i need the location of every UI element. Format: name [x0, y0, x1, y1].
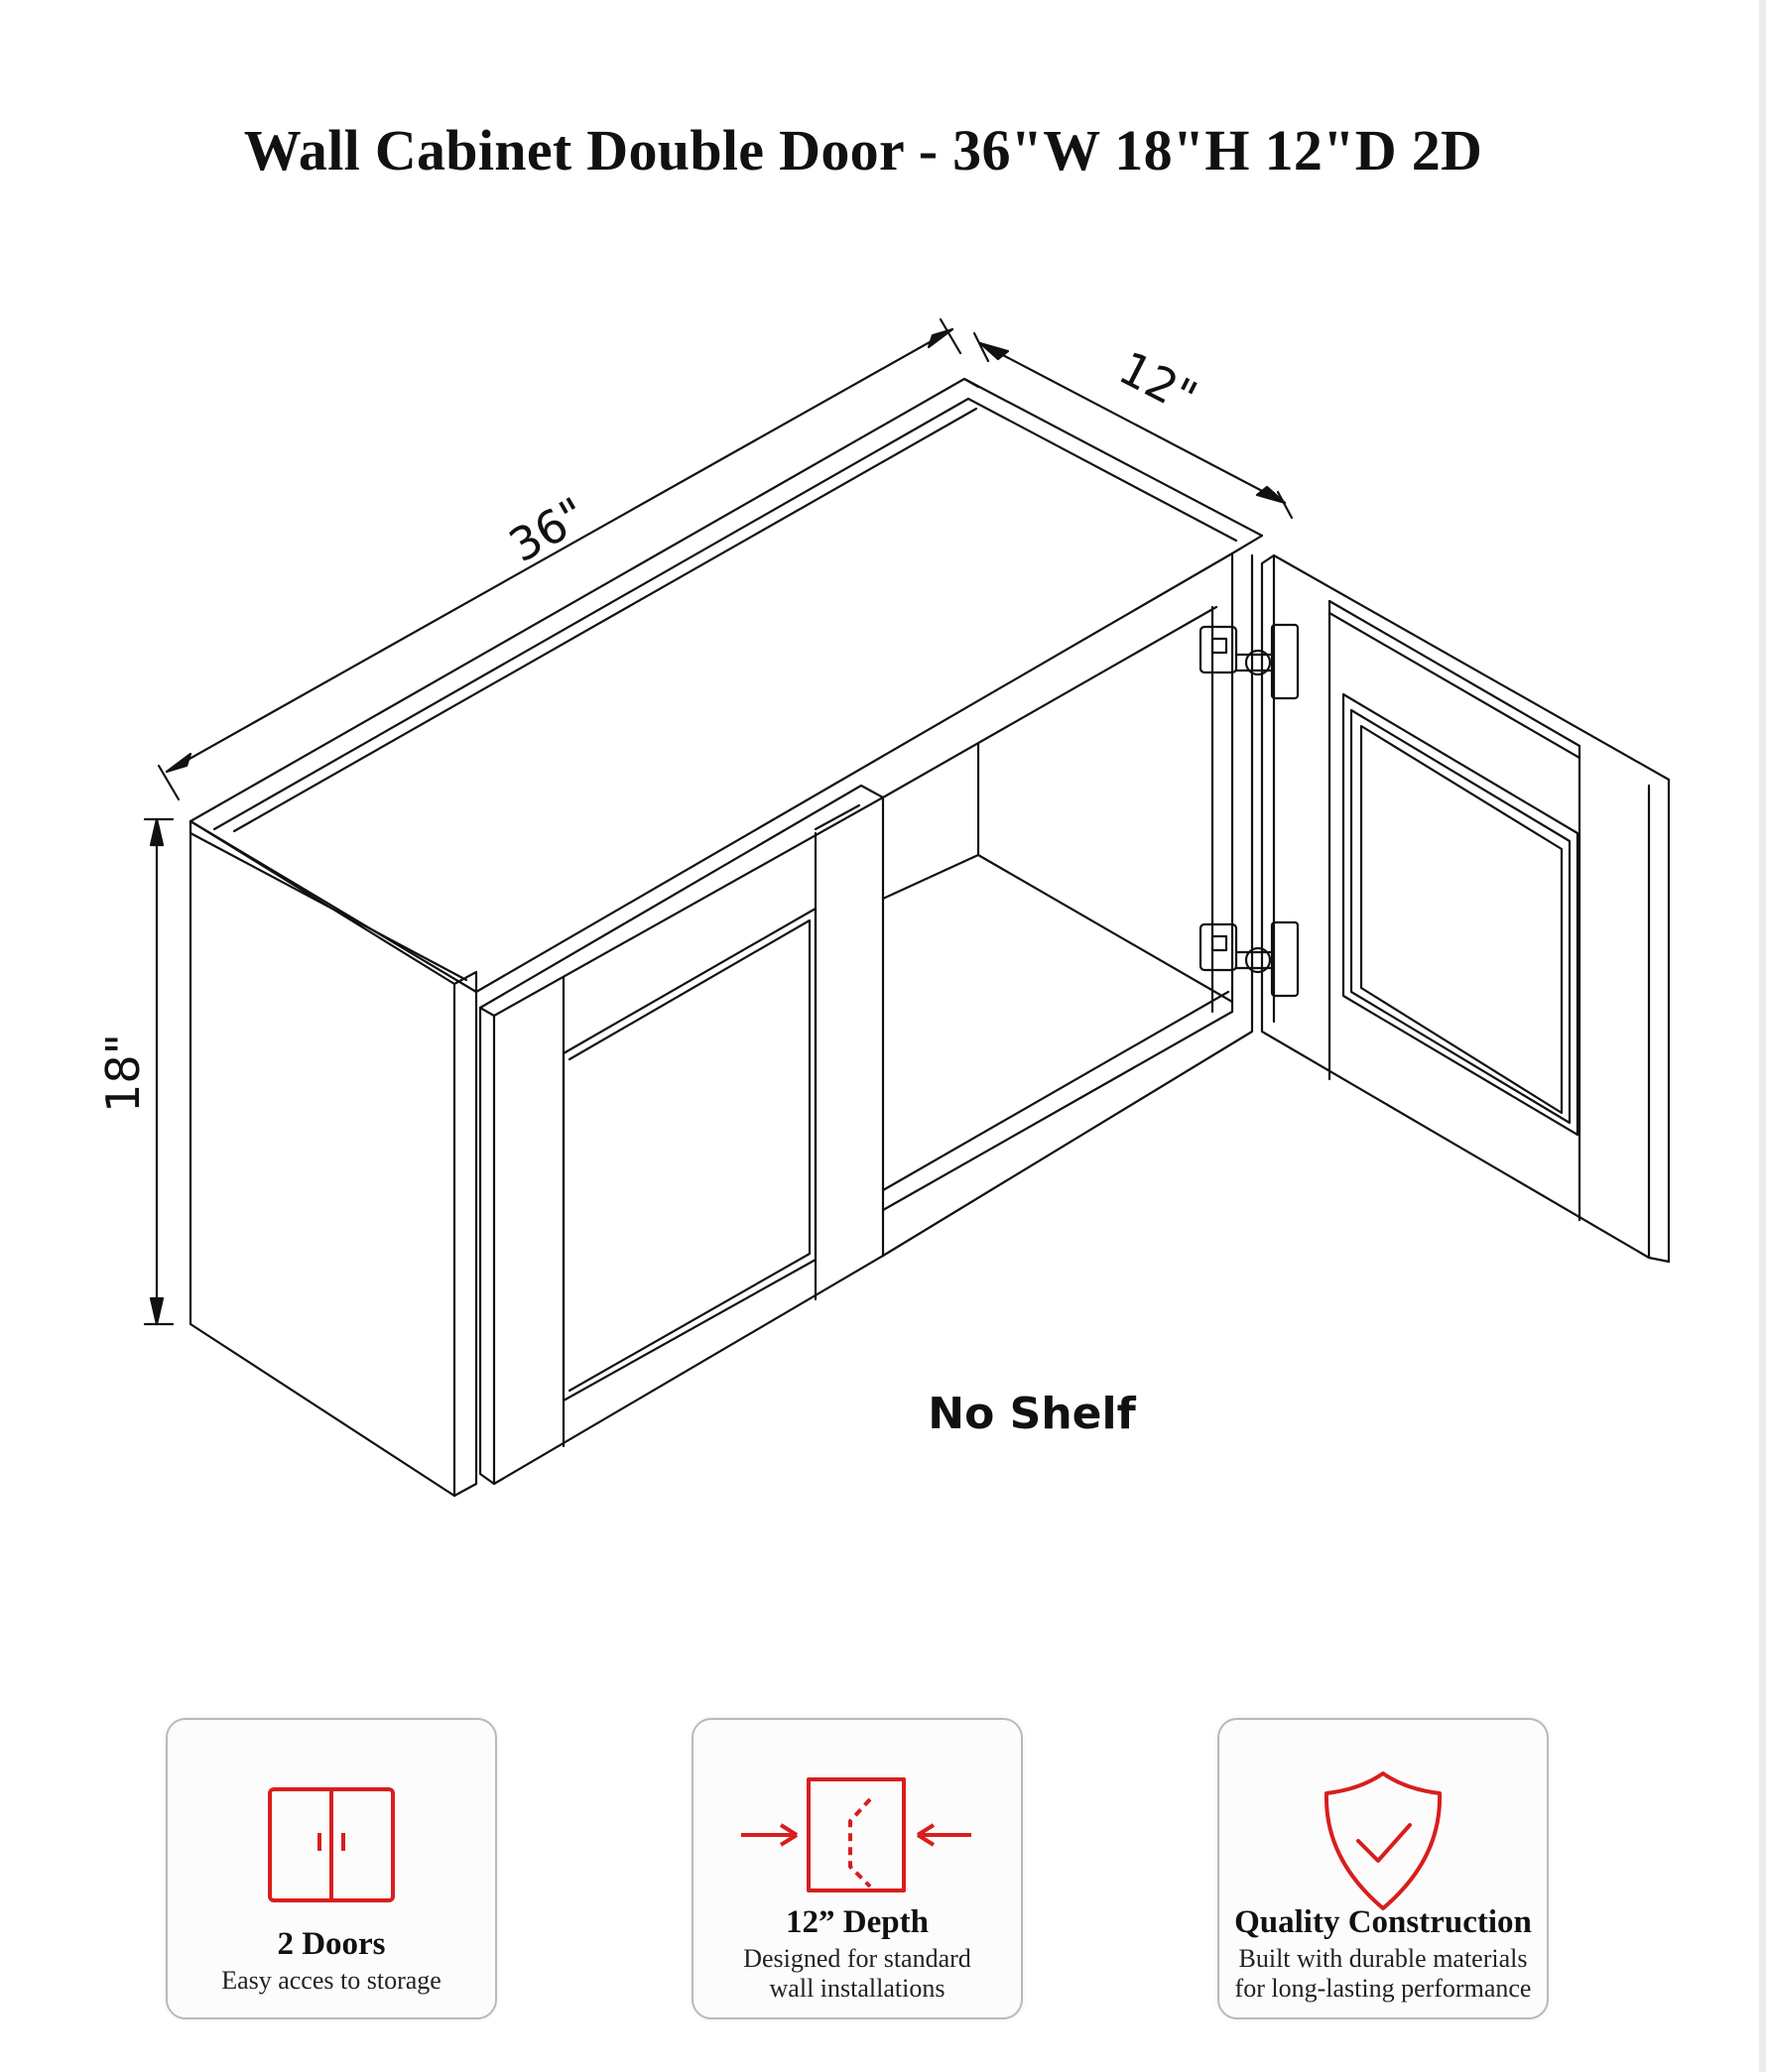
feature-heading: 2 Doors — [277, 1926, 386, 1962]
left-door — [480, 786, 883, 1484]
page-title: Wall Cabinet Double Door - 36"W 18"H 12"D 2D — [243, 118, 1483, 183]
feature-card-doors — [166, 1718, 497, 2019]
feature-description: Easy acces to storage — [221, 1966, 442, 1995]
cabinet-interior — [883, 553, 1252, 1256]
feature-description: for long-lasting performance — [1234, 1974, 1532, 2003]
double-door-icon — [168, 1760, 495, 1918]
feature-heading: 12” Depth — [786, 1904, 929, 1940]
depth-label: 12" — [1110, 340, 1206, 425]
cabinet-top — [190, 379, 1262, 992]
shield-check-icon — [1219, 1760, 1547, 1918]
bottom-hinge-icon — [1200, 922, 1298, 996]
depth-arrows-icon — [694, 1760, 1021, 1918]
feature-description: Designed for standard — [743, 1944, 971, 1973]
feature-card-depth — [692, 1718, 1023, 2019]
top-hinge-icon — [1200, 625, 1298, 698]
feature-description: wall installations — [769, 1974, 946, 2003]
no-shelf-note: No Shelf — [928, 1389, 1136, 1439]
right-door-open — [1262, 555, 1669, 1262]
height-label: 18" — [96, 1034, 150, 1113]
left-side-panel — [190, 821, 454, 1496]
feature-card-quality — [1217, 1718, 1549, 2019]
feature-heading: Quality Construction — [1234, 1904, 1532, 1940]
feature-description: Built with durable materials — [1238, 1944, 1528, 1973]
width-label: 36" — [499, 486, 596, 573]
width-dimension-line — [159, 319, 960, 799]
face-frame-left-stile — [454, 972, 476, 1496]
